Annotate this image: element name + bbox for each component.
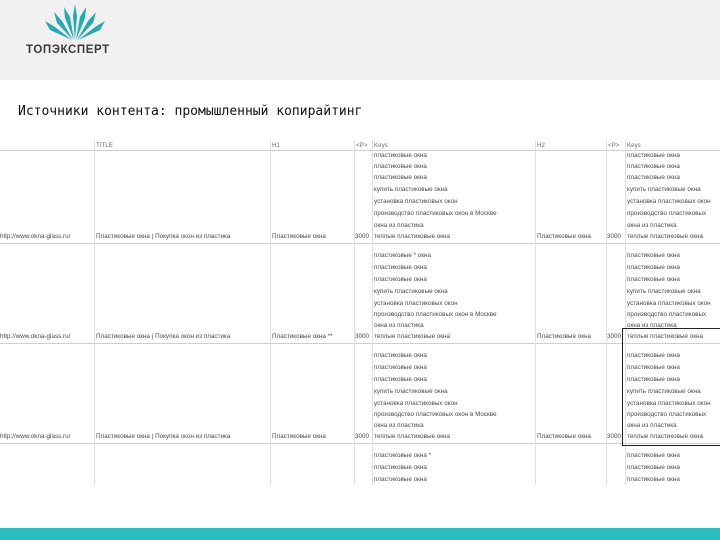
header-band: [0, 0, 720, 80]
keyword-cell: пластиковые окна: [374, 174, 427, 181]
keyword-cell: пластиковые окна *: [374, 452, 432, 459]
slide-title: Источники контента: промышленный копирайтинг: [18, 104, 363, 119]
keyword-cell: пластиковые окна: [627, 163, 680, 170]
keyword-cell: теплые пластиковые окна: [374, 333, 450, 340]
keyword-cell: производство пластиковых: [627, 210, 707, 217]
lotus-logo-icon: [44, 2, 106, 42]
keyword-cell: купить пластиковые окна: [374, 186, 448, 193]
title-cell: Пластиковые окна | Покупка окон из пластика: [96, 433, 231, 440]
keyword-cell: пластиковые окна: [374, 264, 427, 271]
keyword-cell: установка пластиковых окон: [374, 300, 458, 307]
h1-cell: Пластиковые окна: [272, 233, 326, 240]
keyword-cell: теплые пластиковые окна: [627, 333, 703, 340]
keyword-cell: пластиковые окна: [627, 476, 680, 483]
title-cell: Пластиковые окна | Покупка окон из пластика: [96, 333, 231, 340]
keyword-cell: пластиковые окна: [374, 364, 427, 371]
p2-cell: 3000: [607, 333, 622, 340]
keyword-cell: окна из пластика: [627, 422, 677, 429]
keyword-cell: установка пластиковых окон: [627, 300, 711, 307]
keyword-cell: купить пластиковые окна: [374, 388, 448, 395]
keyword-cell: пластиковые окна: [627, 174, 680, 181]
header-title: TITLE: [96, 142, 113, 149]
keyword-cell: пластиковые окна: [627, 276, 680, 283]
keyword-cell: пластиковые окна: [627, 464, 680, 471]
keyword-cell: установка пластиковых окон: [374, 198, 458, 205]
keyword-cell: установка пластиковых окон: [374, 400, 458, 407]
keyword-cell: окна из пластика: [374, 322, 424, 329]
keyword-cell: пластиковые окна: [627, 376, 680, 383]
header-p2: <P>: [608, 142, 620, 149]
keyword-cell: производство пластиковых окон в Москве: [374, 210, 497, 217]
keyword-cell: установка пластиковых окон: [627, 400, 711, 407]
header-keys2: Keys: [627, 142, 641, 149]
keyword-cell: окна из пластика: [627, 222, 677, 229]
column-divider: [535, 140, 536, 485]
keyword-cell: пластиковые окна: [374, 464, 427, 471]
url-cell: http://www.okna-glass.ru/: [0, 433, 71, 440]
keyword-cell: производство пластиковых: [627, 411, 707, 418]
footer-bar: [0, 528, 720, 540]
keyword-cell: теплые пластиковые окна: [627, 233, 703, 240]
keyword-cell: производство пластиковых: [627, 311, 707, 318]
keyword-cell: пластиковые окна: [627, 352, 680, 359]
row-divider: [0, 243, 720, 244]
keyword-cell: пластиковые * окна: [374, 252, 432, 259]
row-divider: [0, 343, 720, 344]
keyword-cell: купить пластиковые окна: [627, 186, 701, 193]
keyword-cell: установка пластиковых окон: [627, 198, 711, 205]
keyword-cell: пластиковые окна: [374, 276, 427, 283]
keyword-cell: пластиковые окна: [627, 452, 680, 459]
keyword-cell: производство пластиковых окон в Москве: [374, 411, 497, 418]
header-p1: <P>: [356, 142, 368, 149]
h2-cell: Пластиковые окна: [537, 333, 591, 340]
h1-cell: Пластиковые окна **: [272, 333, 333, 340]
p2-cell: 3000: [607, 233, 622, 240]
keyword-cell: пластиковые окна: [627, 152, 680, 159]
keyword-cell: пластиковые окна: [627, 264, 680, 271]
url-cell: http://www.okna-glass.ru/: [0, 333, 71, 340]
selected-cell-range[interactable]: [622, 328, 720, 446]
keyword-cell: пластиковые окна: [627, 364, 680, 371]
header-divider: [0, 150, 720, 151]
row-divider: [0, 443, 720, 444]
spreadsheet: [0, 140, 720, 485]
p1-cell: 3000: [355, 433, 370, 440]
column-divider: [270, 140, 271, 485]
keyword-cell: пластиковые окна: [374, 152, 427, 159]
column-divider: [372, 140, 373, 485]
keyword-cell: пластиковые окна: [374, 376, 427, 383]
keyword-cell: теплые пластиковые окна: [374, 433, 450, 440]
column-divider: [94, 140, 95, 485]
h2-cell: Пластиковые окна: [537, 433, 591, 440]
header-h2: H2: [537, 142, 545, 149]
header-h1: H1: [272, 142, 280, 149]
keyword-cell: купить пластиковые окна: [374, 288, 448, 295]
h2-cell: Пластиковые окна: [537, 233, 591, 240]
keyword-cell: окна из пластика: [374, 222, 424, 229]
keyword-cell: пластиковые окна: [374, 163, 427, 170]
keyword-cell: теплые пластиковые окна: [627, 433, 703, 440]
logo-text: ТОПЭКСПЕРТ: [26, 44, 110, 56]
keyword-cell: окна из пластика: [627, 322, 677, 329]
header-keys1: Keys: [374, 142, 388, 149]
title-cell: Пластиковые окна | Покупка окон из пластика: [96, 233, 231, 240]
keyword-cell: купить пластиковые окна: [627, 288, 701, 295]
keyword-cell: производство пластиковых окон в Москве: [374, 311, 497, 318]
keyword-cell: пластиковые окна: [374, 352, 427, 359]
keyword-cell: купить пластиковые окна: [627, 388, 701, 395]
keyword-cell: окна из пластика: [374, 422, 424, 429]
keyword-cell: пластиковые окна: [374, 476, 427, 483]
p1-cell: 3000: [355, 233, 370, 240]
keyword-cell: теплые пластиковые окна: [374, 233, 450, 240]
keyword-cell: пластиковые окна: [627, 252, 680, 259]
p1-cell: 3000: [355, 333, 370, 340]
url-cell: http://www.okna-glass.ru/: [0, 233, 71, 240]
h1-cell: Пластиковые окна: [272, 433, 326, 440]
p2-cell: 3000: [607, 433, 622, 440]
logo: [26, 2, 126, 68]
